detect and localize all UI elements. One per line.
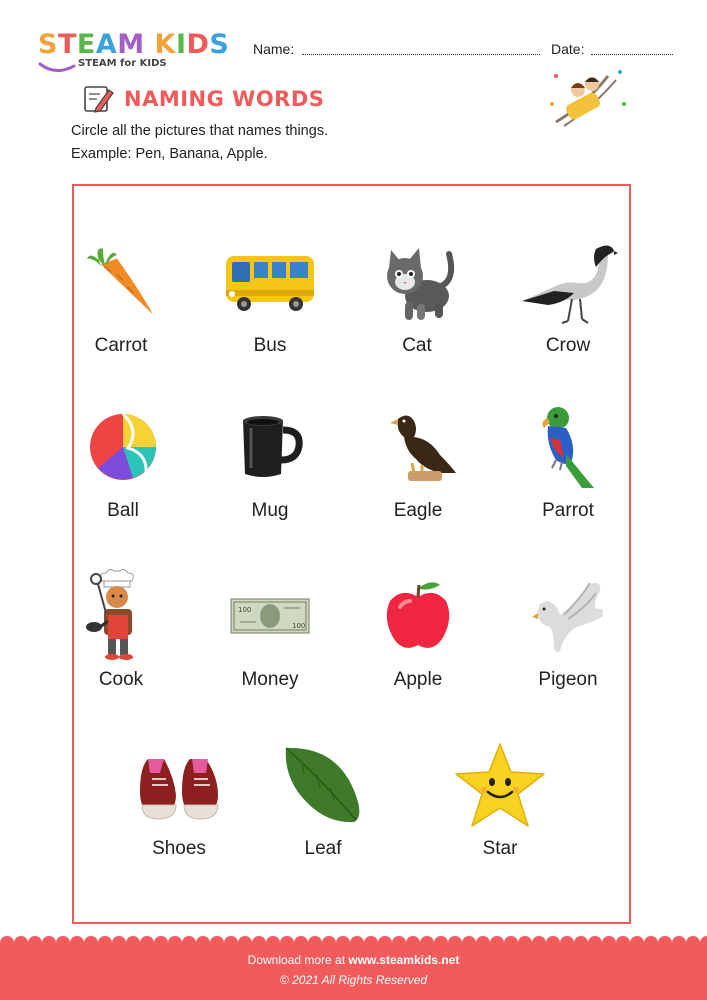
worksheet-pencil-icon (82, 82, 114, 114)
item-money[interactable] (205, 571, 335, 691)
item-shoes[interactable] (114, 740, 244, 860)
bus-icon (222, 250, 318, 314)
item-crow[interactable] (503, 237, 633, 357)
name-label: Name: (253, 41, 295, 57)
cook-icon (86, 569, 156, 663)
item-pigeon[interactable] (503, 571, 633, 691)
page-title: NAMING WORDS (124, 87, 325, 111)
item-leaf[interactable] (258, 740, 388, 860)
roller-coaster-kids-icon (546, 64, 632, 130)
item-carrot[interactable] (56, 237, 186, 357)
item-label: Mug (251, 500, 289, 521)
date-label: Date: (551, 41, 585, 57)
item-label: Pigeon (538, 669, 598, 690)
item-label: Money (241, 669, 299, 690)
item-cat[interactable] (352, 237, 482, 357)
logo-swoosh-icon (38, 60, 76, 74)
logo-subtitle: STEAM for KIDS (78, 58, 167, 69)
item-mug[interactable] (205, 402, 335, 522)
item-parrot[interactable] (503, 402, 633, 522)
item-label: Bus (253, 335, 287, 356)
parrot-icon (536, 404, 600, 490)
footer-copyright: © 2021 All Rights Reserved (279, 973, 428, 987)
item-bus[interactable] (205, 237, 335, 357)
footer-site-link[interactable]: www.steamkids.net (348, 953, 460, 967)
item-label: Carrot (94, 335, 148, 356)
logo-title: STEAM KIDS (38, 29, 230, 60)
item-label: Star (482, 838, 518, 859)
item-label: Eagle (393, 500, 443, 521)
pigeon-icon (530, 575, 606, 657)
shoes-icon (136, 749, 222, 821)
example-text: Example: Pen, Banana, Apple. (71, 146, 268, 162)
ball-icon (88, 412, 158, 482)
svg-text:100: 100 (238, 606, 252, 614)
svg-text:100: 100 (292, 622, 306, 630)
date-field[interactable] (591, 54, 673, 55)
item-apple[interactable] (353, 571, 483, 691)
steam-kids-logo (38, 30, 238, 74)
leaf-icon (282, 744, 364, 826)
apple-icon (384, 579, 452, 653)
carrot-icon (81, 245, 161, 320)
footer-download-text (0, 953, 707, 967)
money-icon (230, 598, 310, 634)
name-field[interactable] (302, 54, 540, 55)
eagle-icon (378, 407, 458, 487)
item-label: Parrot (542, 500, 594, 521)
footer (0, 943, 707, 1000)
item-label: Apple (393, 669, 443, 690)
item-ball[interactable] (58, 402, 188, 522)
cat-icon (375, 240, 459, 324)
item-label: Leaf (304, 838, 342, 859)
item-eagle[interactable] (353, 402, 483, 522)
footer-scallop-edge (0, 936, 707, 950)
footer-download-prefix: Download more at (247, 953, 349, 967)
item-star[interactable] (435, 740, 565, 860)
item-label: Cook (98, 669, 144, 690)
mug-icon (237, 412, 303, 482)
item-label: Cat (402, 335, 432, 356)
crow-icon (518, 239, 618, 325)
item-label: Ball (107, 500, 139, 521)
item-label: Crow (545, 335, 591, 356)
star-icon (452, 740, 548, 830)
item-label: Shoes (152, 838, 206, 859)
item-cook[interactable] (56, 571, 186, 691)
instruction-text: Circle all the pictures that names things. (71, 123, 329, 139)
